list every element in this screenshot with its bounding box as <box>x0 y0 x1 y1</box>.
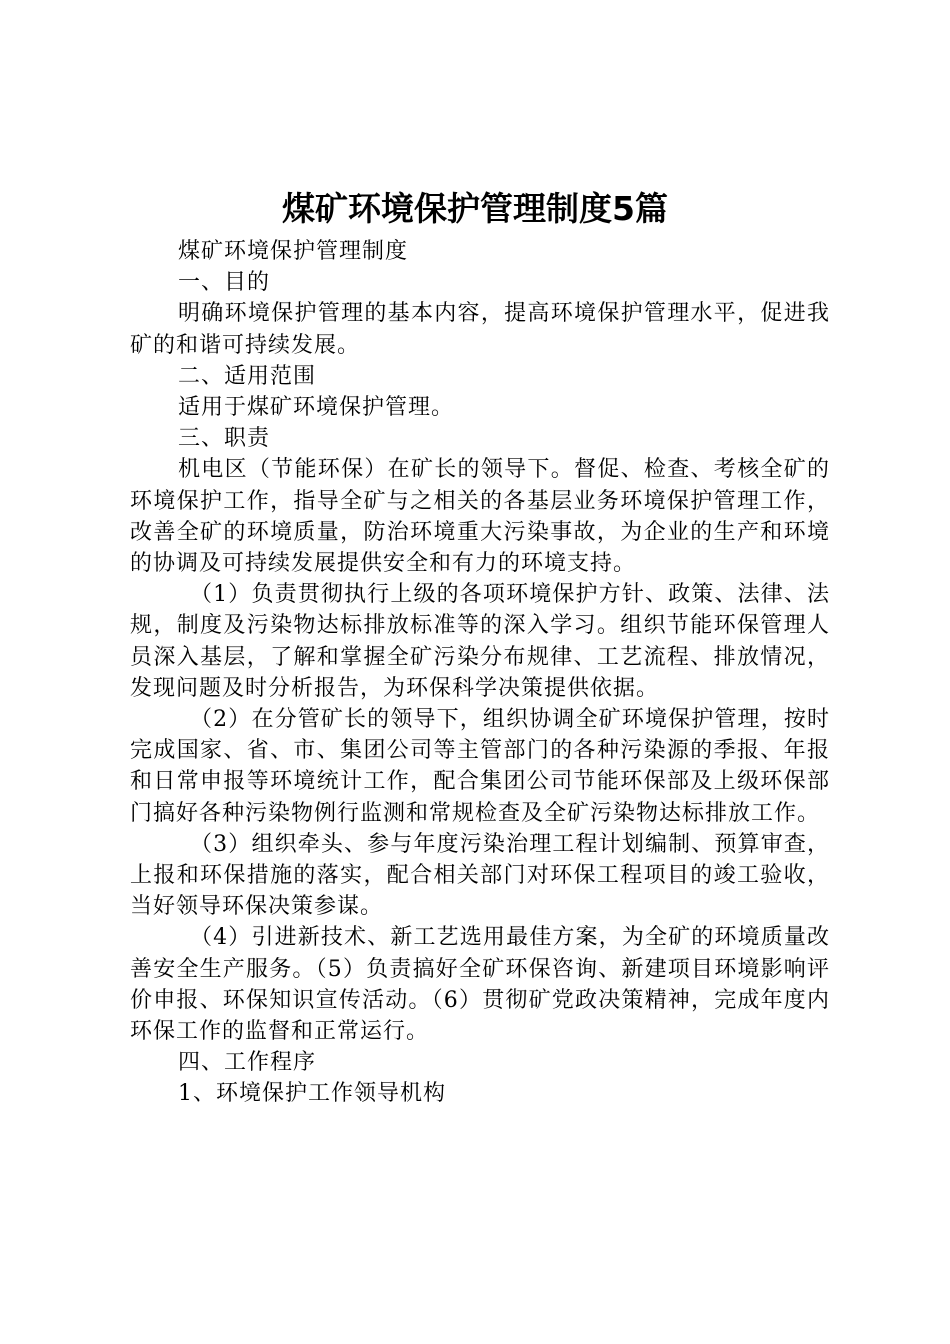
list-item: （3）组织牵头、参与年度污染治理工程计划编制、预算审查，上报和环保措施的落实，配合相关部门对环保工程项目的竣工验收，当好领导环保决策参谋。 <box>130 831 830 920</box>
section-heading: 二、适用范围 <box>178 363 317 389</box>
list-item: （1）负责贯彻执行上级的各项环境保护方针、政策、法律、法规，制度及污染物达标排放标准等的深入学习。组织节能环保管理人员深入基层，了解和掌握全矿污染分布规律、工艺流程、排放情况，发现问题及时分析报告，为环保科学决策提供依据。 <box>130 582 830 701</box>
section-heading: 四、工作程序 <box>178 1050 317 1076</box>
paragraph: 机电区（节能环保）在矿长的领导下。督促、检查、考核全矿的环境保护工作，指导全矿与之相关的各基层业务环境保护管理工作，改善全矿的环境质量，防治环境重大污染事故，为企业的生产和环境的协调及可持续发展提供安全和有力的环境支持。 <box>130 457 830 577</box>
document-title: 煤矿环境保护管理制度5篇 <box>282 189 668 228</box>
paragraph: 适用于煤矿环境保护管理。 <box>178 395 455 421</box>
section-heading: 煤矿环境保护管理制度 <box>178 239 409 264</box>
paragraph: 1、环境保护工作领导机构 <box>178 1081 446 1107</box>
section-heading: 三、职责 <box>178 426 271 452</box>
paragraph: 明确环境保护管理的基本内容，提高环境保护管理水平，促进我矿的和谐可持续发展。 <box>130 301 830 358</box>
section-heading: 一、目的 <box>178 270 271 296</box>
document-body <box>130 236 830 1110</box>
list-item: （2）在分管矿长的领导下，组织协调全矿环境保护管理，按时完成国家、省、市、集团公司等主管部门的各种污染源的季报、年报和日常申报等环境统计工作，配合集团公司节能环保部及上级环保部门搞好各种污染物例行监测和常规检查及全矿污染物达标排放工作。 <box>130 707 830 826</box>
list-item: （4）引进新技术、新工艺选用最佳方案，为全矿的环境质量改善安全生产服务。（5）负责搞好全矿环保咨询、新建项目环境影响评价申报、环保知识宣传活动。（6）贯彻矿党政决策精神，完成年度内环保工作的监督和正常运行。 <box>130 925 830 1045</box>
